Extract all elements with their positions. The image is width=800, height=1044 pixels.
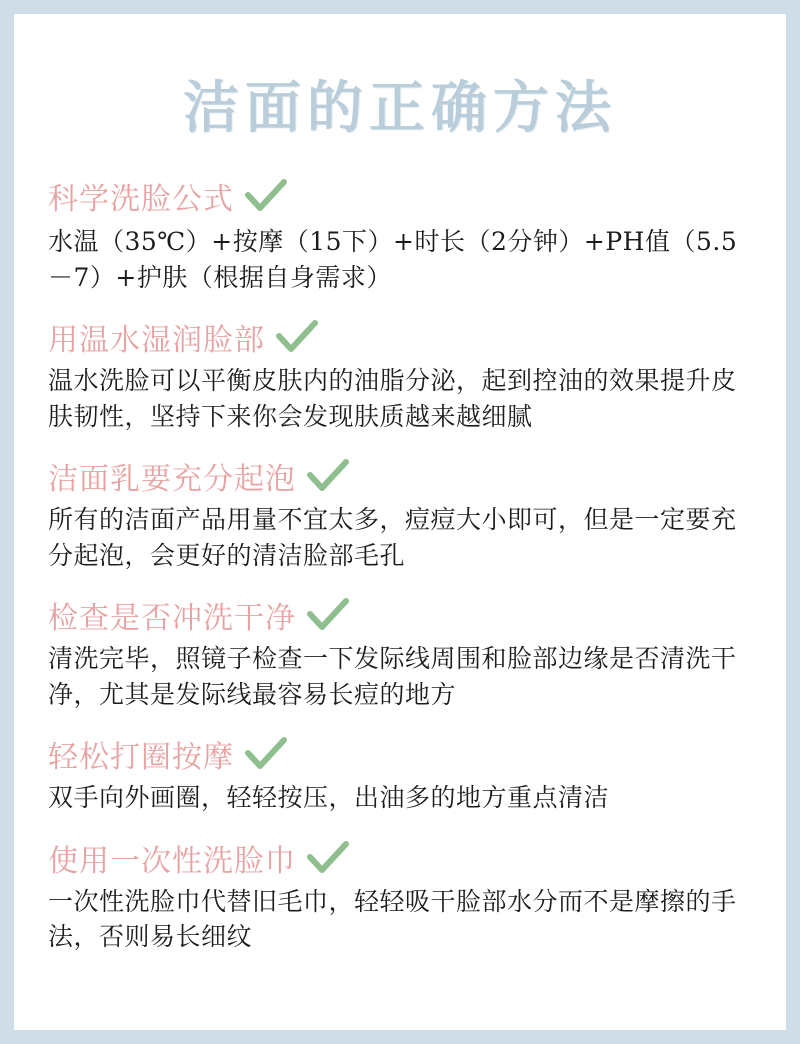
section-heading: 用温水湿润脸部 (48, 323, 265, 358)
section-body: 温水洗脸可以平衡皮肤内的油脂分泌，起到控油的效果提升皮肤韧性，坚持下来你会发现肤质越来越细腻 (48, 366, 737, 431)
section-heading-row (48, 315, 752, 359)
section-rinse-check (48, 593, 752, 712)
section-heading: 科学洗脸公式 (48, 182, 234, 217)
section-body: 清洗完毕，照镜子检查一下发际线周围和脸部边缘是否清洗干净，尤其是发际线最容易长痘的地方 (48, 644, 737, 709)
section-foam (48, 454, 752, 573)
section-body: 双手向外画圈，轻轻按压，出油多的地方重点清洁 (48, 783, 610, 812)
section-heading: 洁面乳要充分起泡 (48, 462, 296, 497)
section-heading-row (48, 593, 752, 637)
section-heading-row (48, 454, 752, 498)
section-formula (48, 174, 752, 295)
section-heading-row (48, 732, 752, 776)
section-massage (48, 732, 752, 816)
section-heading: 轻松打圈按摩 (48, 740, 234, 775)
page-title: 洁面的正确方法 (183, 75, 617, 141)
section-face-towel (48, 836, 752, 955)
check-icon (244, 179, 288, 213)
section-heading: 使用一次性洗脸巾 (48, 843, 296, 879)
check-icon (306, 598, 350, 632)
section-heading: 检查是否冲洗干净 (48, 601, 296, 636)
section-heading-row (48, 836, 752, 880)
check-icon (306, 841, 350, 875)
section-body: 所有的洁面产品用量不宜太多，痘痘大小即可，但是一定要充分起泡，会更好的清洁脸部毛孔 (48, 505, 737, 570)
section-warm-water (48, 315, 752, 434)
check-icon (244, 737, 288, 771)
document-page (14, 14, 786, 1030)
section-body: 水温（35℃）+按摩（15下）+时长（2分钟）+PH值（5.5－7）+护肤（根据自身需求） (48, 227, 738, 292)
section-heading-row (48, 174, 752, 218)
check-icon (275, 320, 319, 354)
section-body: 一次性洗脸巾代替旧毛巾，轻轻吸干脸部水分而不是摩擦的手法，否则易长细纹 (48, 886, 737, 951)
check-icon (306, 459, 350, 493)
